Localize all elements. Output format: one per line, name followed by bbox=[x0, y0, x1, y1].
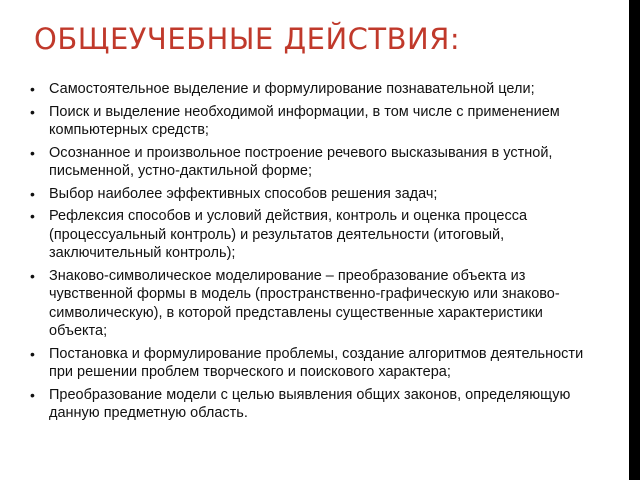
bullet-dot-icon: • bbox=[30, 103, 35, 120]
bullet-dot-icon: • bbox=[30, 185, 35, 202]
list-item bbox=[28, 103, 588, 140]
list-item bbox=[28, 144, 588, 181]
bullet-dot-icon: • bbox=[30, 208, 35, 224]
bullet-dot-icon: • bbox=[30, 345, 35, 362]
bullet-dot-icon: • bbox=[30, 81, 35, 97]
list-item bbox=[28, 267, 588, 341]
bullet-dot-icon: • bbox=[30, 144, 35, 161]
list-item-text: Преобразование модели с целью выявления общих законов, определяющую данную предметную область. bbox=[49, 386, 571, 421]
slide-title: ОБЩЕУЧЕБНЫЕ ДЕЙСТВИЯ: bbox=[34, 22, 461, 56]
list-item-text: Рефлексия способов и условий действия, контроль и оценка процесса (процессуальный контроль) и результатов деятельности (итоговый, заключительный контроль); bbox=[49, 208, 528, 261]
list-item bbox=[28, 185, 588, 204]
list-item bbox=[28, 207, 588, 263]
list-item-text: Постановка и формулирование проблемы, создание алгоритмов деятельности при решении проблем творческого и поискового характера; bbox=[49, 345, 584, 380]
side-decoration-bar bbox=[629, 0, 640, 480]
list-item-text: Знаково-символическое моделирование – преобразование объекта из чувственной формы в модель (пространственно-графическую или знаково-символическую), в которой представлены существенные характеристики объекта; bbox=[49, 267, 560, 339]
list-item-text: Самостоятельное выделение и формулирование познавательной цели; bbox=[49, 81, 535, 97]
list-item-text: Осознанное и произвольное построение речевого высказывания в устной, письменной, устно-дактильной форме; bbox=[49, 144, 553, 179]
bullet-dot-icon: • bbox=[30, 386, 35, 403]
list-item-text: Выбор наиболее эффективных способов решения задач; bbox=[49, 185, 438, 202]
bullet-list bbox=[28, 80, 588, 427]
list-item bbox=[28, 80, 588, 99]
list-item-text: Поиск и выделение необходимой информации, в том числе с применением компьютерных средств; bbox=[49, 103, 560, 138]
bullet-dot-icon: • bbox=[30, 267, 35, 284]
list-item bbox=[28, 345, 588, 382]
list-item bbox=[28, 386, 588, 423]
